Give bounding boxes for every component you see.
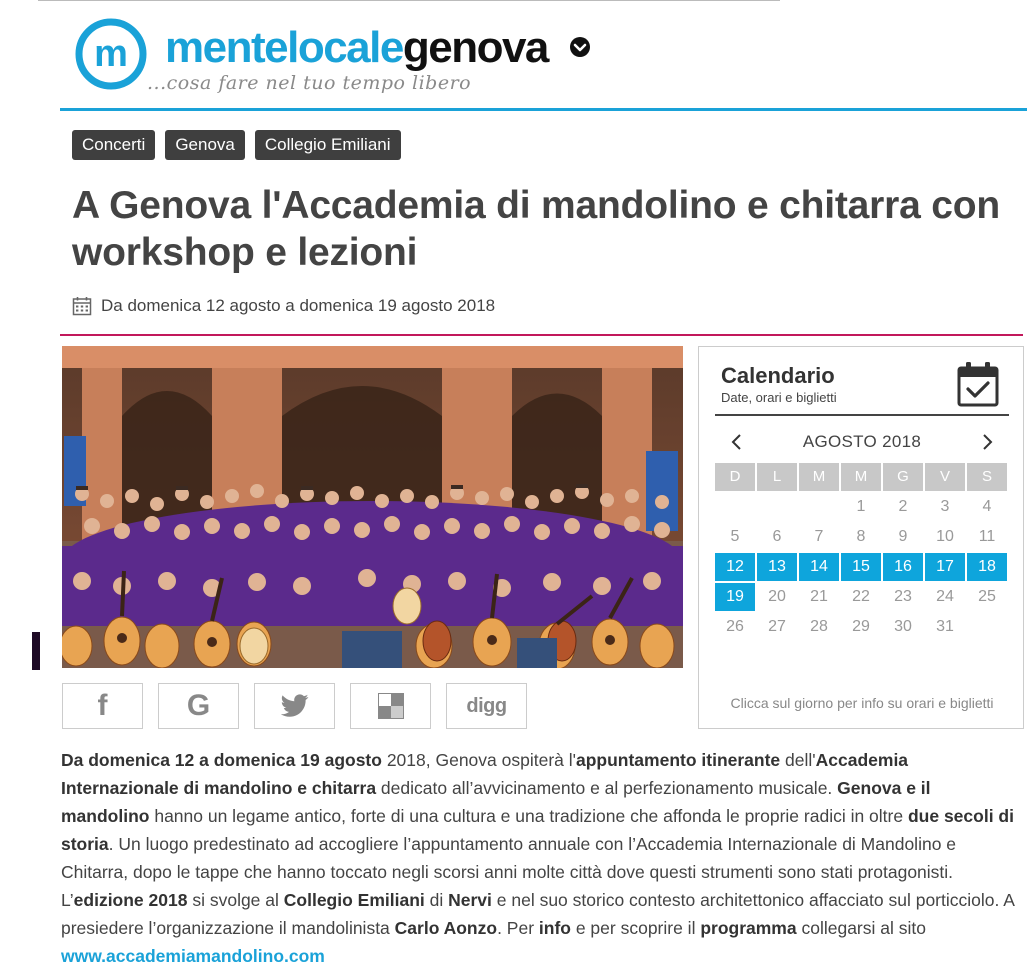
scroll-marker [32, 632, 40, 670]
calendar-icon [72, 296, 92, 316]
calendar-day-11[interactable]: 11 [978, 528, 996, 545]
site-logo[interactable] [75, 18, 675, 108]
site-link[interactable]: www.accademiamandolino.com [61, 946, 325, 966]
article-bold: Da domenica 12 a domenica 19 agosto [61, 750, 382, 770]
share-digg-button[interactable] [446, 683, 527, 729]
article-bold: Carlo Aonzo [394, 918, 498, 938]
article-text: dedicato all’avvicinamento e al perfezionamento musicale. [376, 778, 838, 798]
article-bold: Nervi [448, 890, 492, 910]
weekday-header: D [715, 463, 755, 491]
share-facebook-button[interactable] [62, 683, 143, 729]
article-bold: appuntamento itinerante [575, 750, 781, 770]
calendar-day-23[interactable]: 23 [894, 588, 912, 605]
calendar-day-18[interactable]: 18 [967, 553, 1007, 581]
calendar-day-20[interactable]: 20 [768, 588, 786, 605]
calendar-day-29[interactable]: 29 [852, 618, 870, 635]
calendar-day-4[interactable]: 4 [982, 498, 992, 515]
article-text: e per scoprire il [570, 918, 701, 938]
group-photo-image [62, 346, 683, 668]
article-bold: programma [700, 918, 797, 938]
event-photo[interactable] [62, 346, 683, 668]
calendar-title: Calendario [721, 363, 835, 388]
article-text: e nel suo storico contesto architettonico affacciato sul porticciolo. A presiedere l’organizzazione il mandolinista [61, 890, 1014, 938]
calendar-day-30[interactable]: 30 [894, 618, 912, 635]
delicious-icon [378, 693, 404, 719]
logo-tagline: ...cosa fare nel tuo tempo libero [147, 72, 472, 94]
calendar-day-27[interactable]: 27 [768, 618, 786, 635]
calendar-day-31[interactable]: 31 [936, 618, 954, 635]
svg-text:m: m [94, 33, 128, 75]
tag-genova[interactable]: Genova [165, 130, 245, 160]
weekday-header: V [925, 463, 965, 491]
calendar-day-7[interactable]: 7 [814, 528, 824, 545]
article-bold: edizione 2018 [73, 890, 188, 910]
article-text: di [424, 890, 449, 910]
article-text: si svolge al [187, 890, 284, 910]
article-bold: info [538, 918, 571, 938]
share-delicious-button[interactable] [350, 683, 431, 729]
article-title: A Genova l'Accademia di mandolino e chitarra con workshop e lezioni [72, 184, 1000, 274]
calendar-grid [715, 463, 1007, 641]
tag-concerti[interactable]: Concerti [72, 130, 155, 160]
calendar-day-16[interactable]: 16 [883, 553, 923, 581]
calendar-blank [715, 493, 755, 521]
calendar-day-2[interactable]: 2 [898, 498, 908, 515]
share-bar [62, 683, 527, 729]
logo-circle-icon [75, 18, 147, 90]
calendar-day-1[interactable]: 1 [856, 498, 866, 515]
logo-wordmark [165, 23, 548, 72]
digg-icon: digg [466, 694, 507, 717]
calendar-month: AGOSTO 2018 [802, 432, 922, 451]
calendar-divider [715, 414, 1009, 416]
calendar-blank [757, 493, 797, 521]
article-body [61, 746, 1016, 970]
article-bold: Accademia Internazionale di mandolino e chitarra [61, 750, 909, 798]
brand-city: genova [402, 23, 548, 72]
category-tags [72, 130, 401, 160]
chevron-right-icon[interactable] [979, 433, 995, 451]
google-icon: G [186, 689, 211, 722]
article-text: collegarsi al sito [796, 918, 926, 938]
calendar-day-15[interactable]: 15 [841, 553, 881, 581]
article-bold: due secoli di storia [61, 806, 1014, 854]
calendar-day-21[interactable]: 21 [810, 588, 828, 605]
header-divider [60, 108, 1027, 111]
article-bold: Collegio Emiliani [283, 890, 425, 910]
calendar-day-3[interactable]: 3 [940, 498, 950, 515]
calendar-day-24[interactable]: 24 [936, 588, 954, 605]
article-text: 2018, Genova ospiterà l' [381, 750, 576, 770]
weekday-header: L [757, 463, 797, 491]
event-dates [72, 296, 495, 316]
article-text: . Per [497, 918, 539, 938]
calendar-day-5[interactable]: 5 [730, 528, 740, 545]
brand-name: mentelocale [165, 23, 403, 72]
calendar-day-13[interactable]: 13 [757, 553, 797, 581]
calendar-hint: Clicca sul giorno per info su orari e biglietti [730, 695, 994, 711]
calendar-day-6[interactable]: 6 [772, 528, 782, 545]
weekday-header: M [799, 463, 839, 491]
article-text: dell' [780, 750, 816, 770]
weekday-header: G [883, 463, 923, 491]
share-twitter-button[interactable] [254, 683, 335, 729]
calendar-widget [698, 346, 1024, 729]
article-bold: Genova e il mandolino [61, 778, 931, 826]
share-google-button[interactable] [158, 683, 239, 729]
calendar-day-8[interactable]: 8 [856, 528, 866, 545]
weekday-header: S [967, 463, 1007, 491]
title-divider [60, 334, 1023, 336]
calendar-day-14[interactable]: 14 [799, 553, 839, 581]
calendar-day-19[interactable]: 19 [715, 583, 755, 611]
calendar-subtitle: Date, orari e biglietti [721, 390, 837, 405]
calendar-check-icon [957, 361, 999, 407]
calendar-day-9[interactable]: 9 [898, 528, 908, 545]
calendar-day-25[interactable]: 25 [978, 588, 996, 605]
calendar-day-12[interactable]: 12 [715, 553, 755, 581]
chevron-down-icon[interactable] [569, 36, 591, 58]
calendar-blank [799, 493, 839, 521]
calendar-day-10[interactable]: 10 [936, 528, 954, 545]
calendar-day-17[interactable]: 17 [925, 553, 965, 581]
weekday-header: M [841, 463, 881, 491]
calendar-day-26[interactable]: 26 [726, 618, 744, 635]
calendar-day-28[interactable]: 28 [810, 618, 828, 635]
facebook-icon: f [97, 689, 108, 722]
twitter-icon [281, 694, 309, 718]
article-text: hanno un legame antico, forte di una cultura e una tradizione che affonda le proprie radici in oltre [149, 806, 908, 826]
calendar-day-22[interactable]: 22 [852, 588, 870, 605]
top-border [38, 0, 780, 1]
article-text: . Un luogo predestinato ad accogliere l’appuntamento annuale con l’Accademia Internazionale di Mandolino e Chitarra, dopo le tappe che hanno toccato negli scorsi anni molte città dove questi strumenti sono stati protagonisti. L’ [61, 834, 957, 910]
tag-collegio-emiliani[interactable]: Collegio Emiliani [255, 130, 401, 160]
event-date-text: Da domenica 12 agosto a domenica 19 agosto 2018 [101, 296, 496, 315]
